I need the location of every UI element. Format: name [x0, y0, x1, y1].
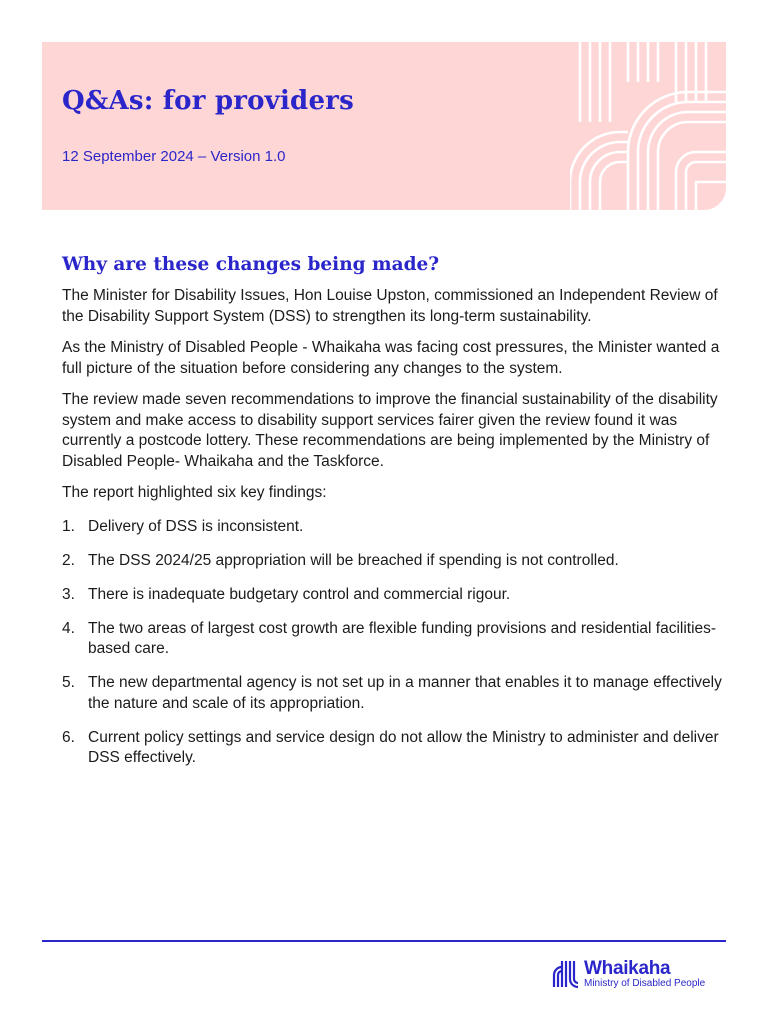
- paragraph: As the Ministry of Disabled People - Whaikaha was facing cost pressures, the Minister wanted a full picture of the situation before considering any changes to the system.: [62, 339, 720, 377]
- logo-wordmark: Whaikaha: [584, 957, 671, 979]
- paragraph: The report highlighted six key findings:: [62, 484, 327, 501]
- footer-divider: [42, 940, 726, 942]
- header-banner: [42, 42, 726, 210]
- main-content: [62, 254, 727, 782]
- list-text: Delivery of DSS is inconsistent.: [88, 517, 304, 535]
- whaikaha-logo: [550, 957, 705, 991]
- findings-list: [62, 517, 727, 769]
- list-item: [62, 517, 727, 538]
- list-item: [62, 551, 727, 572]
- list-text: The two areas of largest cost growth are flexible funding provisions and residential facilities-based care.: [88, 619, 717, 657]
- list-item: [62, 619, 727, 660]
- section-heading: Why are these changes being made?: [62, 254, 440, 275]
- whaikaha-logo-icon: [550, 957, 582, 991]
- decorative-pattern-icon: [570, 42, 726, 210]
- list-number: 5.: [62, 674, 75, 691]
- list-number: 4.: [62, 619, 75, 637]
- list-number: 6.: [62, 728, 75, 746]
- page-title: Q&As: for providers: [62, 86, 354, 116]
- logo-tagline: Ministry of Disabled People: [584, 977, 706, 989]
- list-text: The new departmental agency is not set up in a manner that enables it to manage effectively the nature and scale of its appropriation.: [88, 674, 722, 712]
- list-item: [62, 728, 727, 769]
- list-number: 2.: [62, 551, 75, 569]
- list-text: Current policy settings and service design do not allow the Ministry to administer and deliver DSS effectively.: [88, 728, 719, 766]
- paragraph: The Minister for Disability Issues, Hon Louise Upston, commissioned an Independent Review of the Disability Support System (DSS) to strengthen its long-term sustainability.: [62, 287, 718, 325]
- list-item: [62, 585, 727, 606]
- list-text: The DSS 2024/25 appropriation will be breached if spending is not controlled.: [88, 551, 619, 569]
- list-number: 1.: [62, 517, 75, 535]
- list-number: 3.: [62, 585, 75, 603]
- page-subtitle: 12 September 2024 – Version 1.0: [62, 148, 286, 165]
- list-item: [62, 673, 727, 714]
- paragraph: The review made seven recommendations to improve the financial sustainability of the disability system and make access to disability support services fairer given the review found it was currently a postcode lottery. These recommendations are being implemented by the Ministry of Disabled People- Whaikaha and the Taskforce.: [62, 391, 718, 470]
- list-text: There is inadequate budgetary control and commercial rigour.: [88, 585, 511, 603]
